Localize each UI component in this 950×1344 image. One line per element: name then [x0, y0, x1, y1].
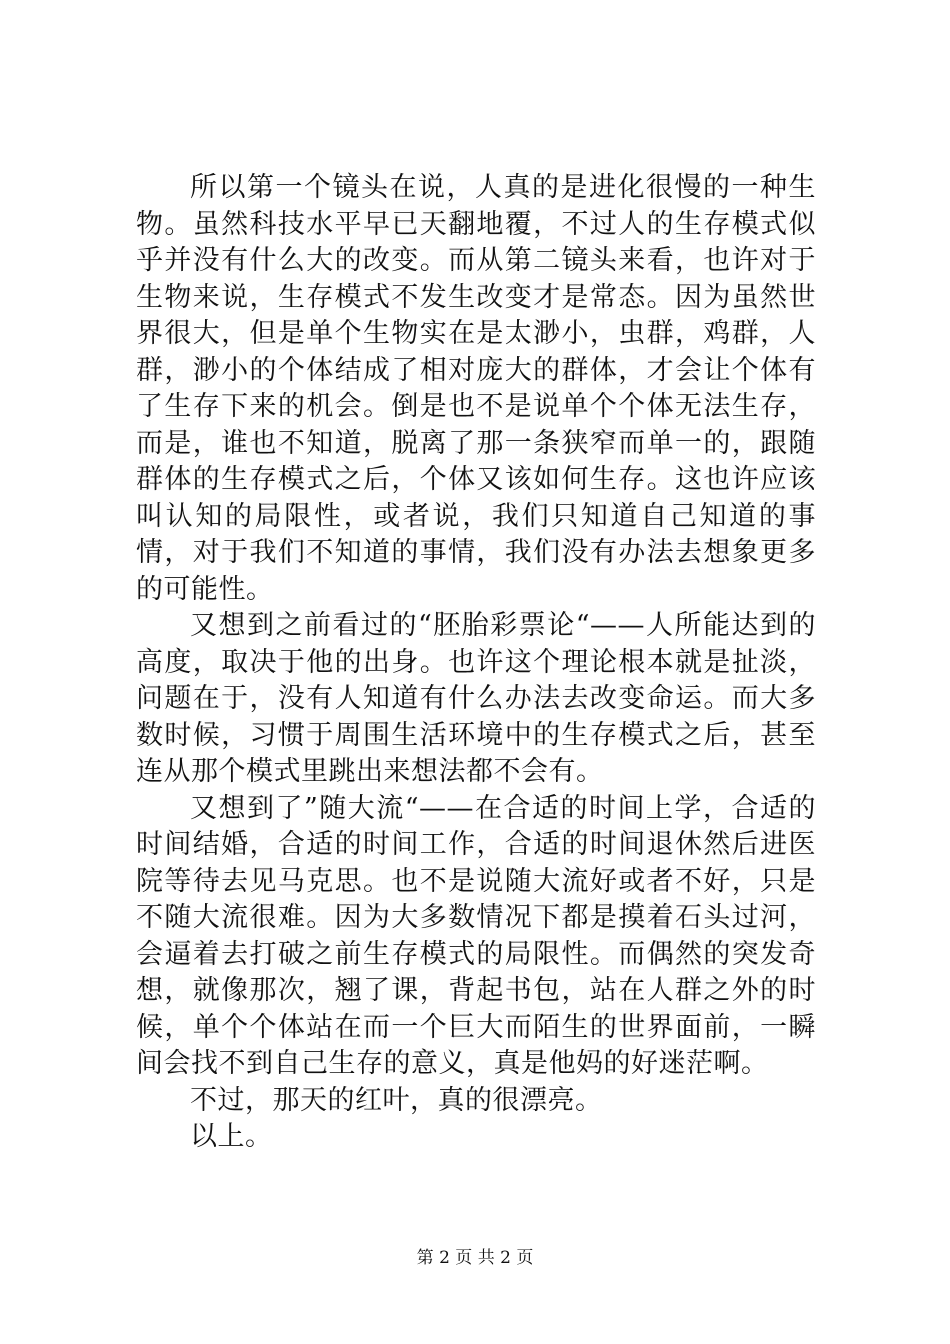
document-body [136, 170, 816, 1156]
paragraph-2: 又想到之前看过的“胚胎彩票论“——人所能达到的高度，取决于他的出身。也许这个理论根本就是扯淡，问题在于，没有人知道有什么办法去改变命运。而大多数时候，习惯于周围生活环境中的生存模式之后，甚至连从那个模式里跳出来想法都不会有。 [136, 610, 816, 787]
page-footer: 第 2 页 共 2 页 [416, 1248, 534, 1268]
paragraph-4: 不过，那天的红叶，真的很漂亮。 [190, 1084, 603, 1116]
paragraph-3: 又想到了”随大流“——在合适的时间上学，合适的时间结婚，合适的时间工作，合适的时间退休然后进医院等待去见马克思。也不是说随大流好或者不好，只是不随大流很难。因为大多数情况下都是摸着石头过河，会逼着去打破之前生存模式的局限性。而偶然的突发奇想，就像那次，翘了课，背起书包，站在人群之外的时候，单个个体站在而一个巨大而陌生的世界面前，一瞬间会找不到自己生存的意义，真是他妈的好迷茫啊。 [136, 792, 816, 1079]
paragraph-5: 以上。 [190, 1121, 273, 1152]
paragraph-1: 所以第一个镜头在说，人真的是进化很慢的一种生物。虽然科技水平早已天翻地覆，不过人的生存模式似乎并没有什么大的改变。而从第二镜头来看，也许对于生物来说，生存模式不发生改变才是常态。因为虽然世界很大，但是单个生物实在是太渺小，虫群，鸡群，人群，渺小的个体结成了相对庞大的群体，才会让个体有了生存下来的机会。倒是也不是说单个个体无法生存，而是，谁也不知道，脱离了那一条狭窄而单一的，跟随群体的生存模式之后，个体又该如何生存。这也许应该叫认知的局限性，或者说，我们只知道自己知道的事情，对于我们不知道的事情，我们没有办法去想象更多的可能性。 [136, 172, 816, 605]
